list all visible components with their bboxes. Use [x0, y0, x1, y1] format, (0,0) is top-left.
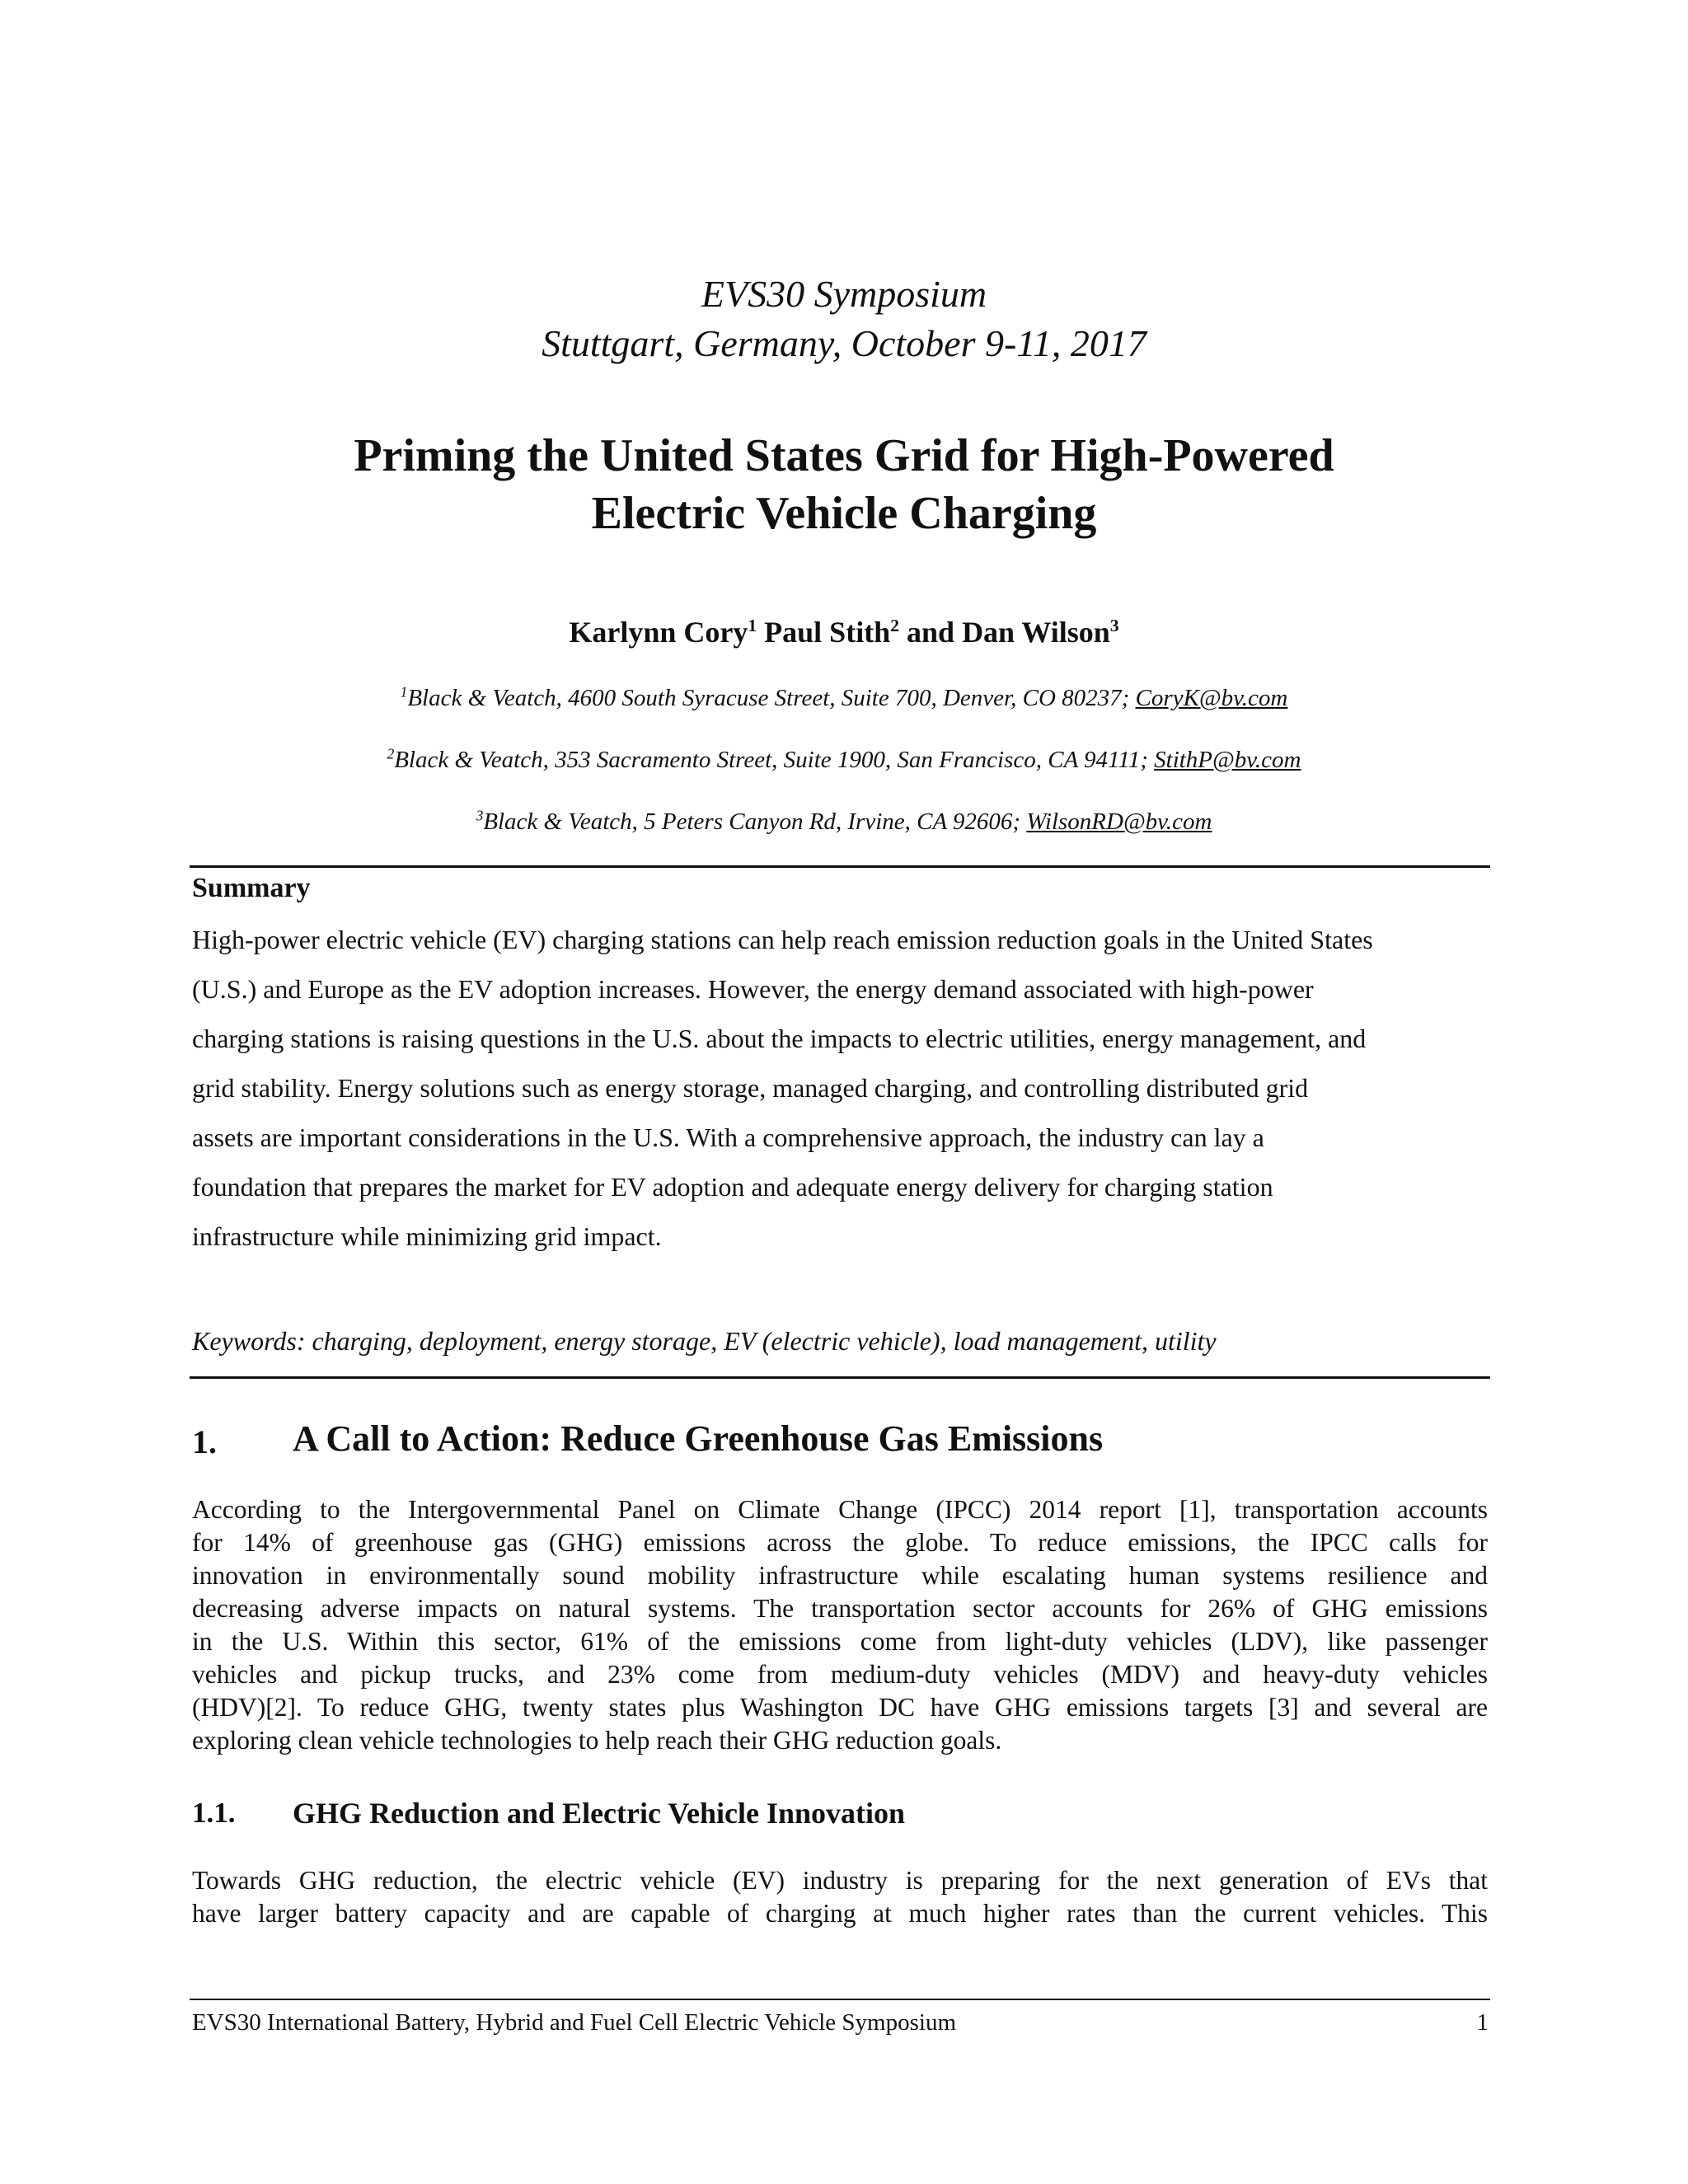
summary-line: (U.S.) and Europe as the EV adoption increases. However, the energy demand associated with high-power [192, 974, 1314, 1004]
paragraph-line: According to the Intergovernmental Panel on Climate Change (IPCC) 2014 report [1], transportation accounts [192, 1495, 1488, 1524]
author-name: Dan Wilson [962, 616, 1110, 649]
summary-line: grid stability. Energy solutions such as energy storage, managed charging, and controlling distributed grid [192, 1073, 1309, 1103]
affiliation-2: $^2$Black & Veatch, 353 Sacramento Street, Suite 1900, San Francisco, CA 94111; StithP@bv.com [387, 745, 1301, 773]
summary-heading: Summary [192, 873, 311, 903]
affiliation-1: $^1$Black & Veatch, 4600 South Syracuse Street, Suite 700, Denver, CO 80237; CoryK@bv.com [400, 683, 1288, 711]
summary-line: assets are important considerations in the U.S. With a comprehensive approach, the industry can lay a [192, 1122, 1264, 1152]
paragraph-line: in the U.S. Within this sector, 61% of the emissions come from light-duty vehicles (LDV), like passenger [192, 1627, 1488, 1656]
paragraph-line: decreasing adverse impacts on natural systems. The transportation sector accounts for 26% of GHG emissions [192, 1594, 1488, 1623]
paper-title-line-2: Electric Vehicle Charging [591, 488, 1097, 539]
summary-text [192, 915, 1494, 1261]
summary-bottom-rule [190, 1376, 1490, 1379]
conference-location: Stuttgart, Germany, October 9-11, 2017 [542, 322, 1146, 364]
page-number: 1 [1476, 2009, 1489, 2036]
paper-title-line-1: Priming the United States Grid for High-Powered [354, 430, 1334, 481]
footer-rule [190, 1999, 1490, 2000]
author-name: Paul Stith [764, 616, 891, 649]
summary-line: charging stations is raising questions in the U.S. about the impacts to electric utilities, energy management, and [192, 1024, 1367, 1053]
summary-line: infrastructure while minimizing grid impact. [192, 1221, 662, 1251]
subsection-number: 1.1. [192, 1797, 236, 1829]
summary-line: High-power electric vehicle (EV) charging stations can help reach emission reduction goals in the United States [192, 925, 1373, 954]
summary-top-rule [190, 865, 1490, 868]
summary-line: foundation that prepares the market for EV adoption and adequate energy delivery for charging station [192, 1172, 1273, 1202]
author-affiliation-mark: 1 [748, 616, 757, 635]
subsection-heading: GHG Reduction and Electric Vehicle Innovation [293, 1797, 906, 1830]
paragraph-line: Towards GHG reduction, the electric vehicle (EV) industry is preparing for the next generation of EVs that [192, 1866, 1488, 1895]
author-email-link[interactable]: CoryK@bv.com [1135, 685, 1288, 711]
paragraph-line: exploring clean vehicle technologies to help reach their GHG reduction goals. [192, 1726, 1002, 1755]
author-email-link[interactable]: StithP@bv.com [1154, 747, 1301, 773]
section-1-1-paragraph [192, 1864, 1488, 1930]
paragraph-line: for 14% of greenhouse gas (GHG) emissions across the globe. To reduce emissions, the IPCC calls for [192, 1528, 1488, 1557]
paragraph-line: innovation in environmentally sound mobility infrastructure while escalating human systems resilience and [192, 1561, 1488, 1590]
conference-name: EVS30 Symposium [701, 273, 987, 315]
author-email-link[interactable]: WilsonRD@bv.com [1026, 808, 1212, 835]
paragraph-line: (HDV)[2]. To reduce GHG, twenty states plus Washington DC have GHG emissions targets [3] and several are [192, 1693, 1488, 1722]
author-affiliation-mark: 3 [1109, 616, 1119, 635]
footer-text: EVS30 International Battery, Hybrid and Fuel Cell Electric Vehicle Symposium [192, 2009, 957, 2036]
section-number: 1. [192, 1423, 217, 1460]
section-heading: A Call to Action: Reduce Greenhouse Gas Emissions [293, 1418, 1104, 1459]
affiliation-3: $^3$Black & Veatch, 5 Peters Canyon Rd, Irvine, CA 92606; WilsonRD@bv.com [476, 807, 1212, 835]
section-1-paragraph [192, 1493, 1488, 1757]
paragraph-line: vehicles and pickup trucks, and 23% come from medium-duty vehicles (MDV) and heavy-duty vehicles [192, 1660, 1488, 1689]
paragraph-line: have larger battery capacity and are capable of charging at much higher rates than the current vehicles. This [192, 1899, 1488, 1928]
author-name: Karlynn Cory [569, 616, 748, 649]
author-affiliation-mark: 2 [890, 616, 900, 635]
author-list: Karlynn Cory$^1$ Paul Stith$^2$ and Dan Wilson$^3$ [569, 616, 1119, 649]
keywords: Keywords: charging, deployment, energy storage, EV (electric vehicle), load management, utility [192, 1326, 1217, 1356]
